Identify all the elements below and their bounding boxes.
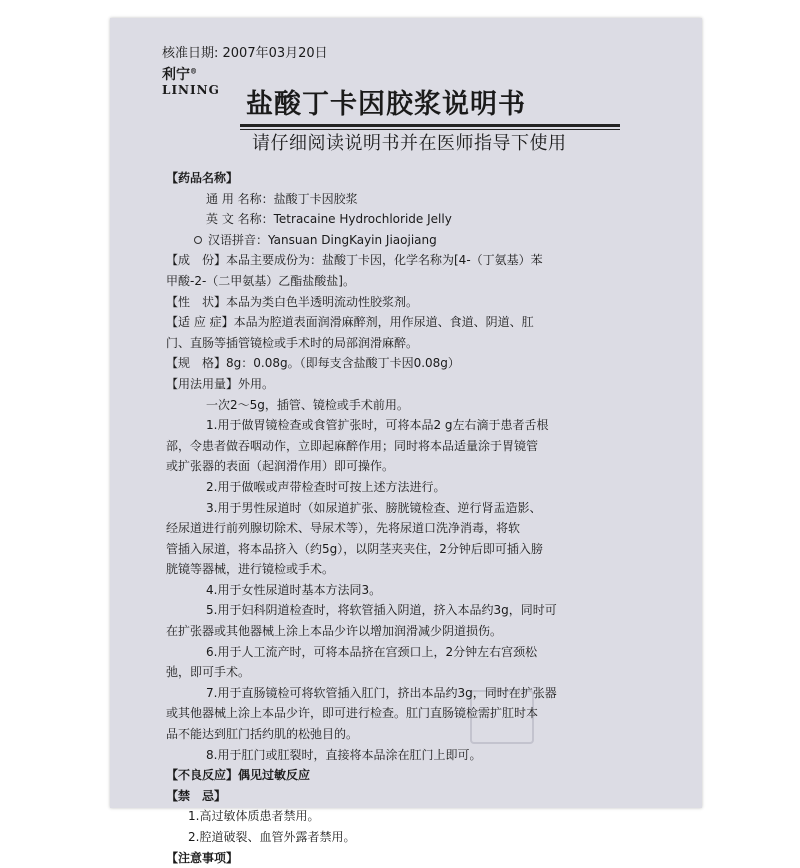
approval-date: 核准日期: 2007年03月20日 [162,46,328,61]
section-dosage: 【用法用量】外用。 [166,376,275,391]
dosage-item-4: 4.用于女性尿道时基本方法同3。 [206,582,382,597]
dosage-item-1-cont: 部，令患者做吞咽动作，立即起麻醉作用；同时将本品适量涂于胃镜管 [166,438,539,453]
pinyin-name-text: 汉语拼音：Yansuan DingKayin Jiaojiang [208,232,437,247]
page-title: 盐酸丁卡因胶浆说明书 [246,89,526,120]
indications-cont: 门、直肠等插管镜检或手术时的局部润滑麻醉。 [166,335,419,350]
dosage-item-7: 7.用于直肠镜检可将软管插入肛门，挤出本品约3g，同时在扩张器 [206,685,557,700]
leaflet-body [166,168,636,868]
contraindication-2: 2.腔道破裂、血管外露者禁用。 [188,830,356,844]
dosage-item-5: 5.用于妇科阴道检查时，将软管插入阴道，挤入本品约3g，同时可 [206,603,557,618]
section-precautions: 【注意事项】 [166,850,239,865]
dosage-item-1-cont2: 或扩张器的表面（起润滑作用）即可操作。 [166,459,395,474]
dosage-general: 一次2～5g，插管、镜检或手术前用。 [206,397,409,412]
section-specification: 【规 格】8g：0.08g。（即每支含盐酸丁卡因0.08g） [166,356,460,371]
dosage-item-3: 3.用于男性尿道时（如尿道扩张、膀胱镜检查、逆行肾盂造影、 [206,500,542,515]
section-adverse-reactions: 【不良反应】偶见过敏反应 [166,768,311,783]
dosage-item-3-cont3: 胱镜等器械，进行镜检或手术。 [166,562,335,577]
dosage-item-8: 8.用于肛门或肛裂时，直接将本品涂在肛门上即可。 [206,747,482,762]
contraindication-1: 1.高过敏体质患者禁用。 [188,809,320,824]
pinyin-name [166,230,636,251]
dosage-item-2: 2.用于做喉或声带检查时可按上述方法进行。 [206,479,446,494]
dosage-item-5-cont: 在扩张器或其他器械上涂上本品少许以增加润滑减少阴道损伤。 [166,624,503,639]
composition-cont: 甲酸-2-（二甲氨基）乙酯盐酸盐]。 [166,273,355,288]
brand-logo-en: LINING [162,83,220,97]
dosage-item-1: 1.用于做胃镜检查或食管扩张时，可将本品2 g左右滴于患者舌根 [206,418,549,433]
bullet-icon [194,236,202,244]
dosage-item-3-cont: 经尿道进行前列腺切除术、导尿术等），先将尿道口洗净消毒，将软 [166,521,521,536]
dosage-item-7-cont: 或其他器械上涂上本品少许，即可进行检查。肛门直肠镜检需扩肛时本 [166,706,539,721]
section-drug-name: 【药品名称】 [166,171,239,185]
dosage-item-7-cont2: 品不能达到肛门括约肌的松弛目的。 [166,727,359,742]
english-name: 英 文 名称：Tetracaine Hydrochloride Jelly [206,212,452,227]
brand-logo-cn: 利宁® [162,66,197,83]
section-contraindications: 【禁 忌】 [166,788,227,803]
section-description: 【性 状】本品为类白色半透明流动性胶浆剂。 [166,294,419,309]
section-composition: 【成 份】本品主要成份为：盐酸丁卡因，化学名称为[4-（丁氨基）苯 [166,253,543,268]
dosage-item-3-cont2: 管插入尿道，将本品挤入（约5g），以阴茎夹夹住，2分钟后即可插入膀 [166,541,543,556]
section-indications: 【适 应 症】本品为腔道表面润滑麻醉剂，用作尿道、食道、阴道、肛 [166,315,534,330]
dosage-item-6: 6.用于人工流产时，可将本品挤在宫颈口上，2分钟左右宫颈松 [206,644,538,659]
generic-name: 通 用 名称：盐酸丁卡因胶浆 [206,191,358,206]
dosage-item-6-cont: 弛，即可手术。 [166,665,251,680]
page-subtitle: 请仔细阅读说明书并在医师指导下使用 [252,133,567,154]
brand-logo [162,64,237,97]
